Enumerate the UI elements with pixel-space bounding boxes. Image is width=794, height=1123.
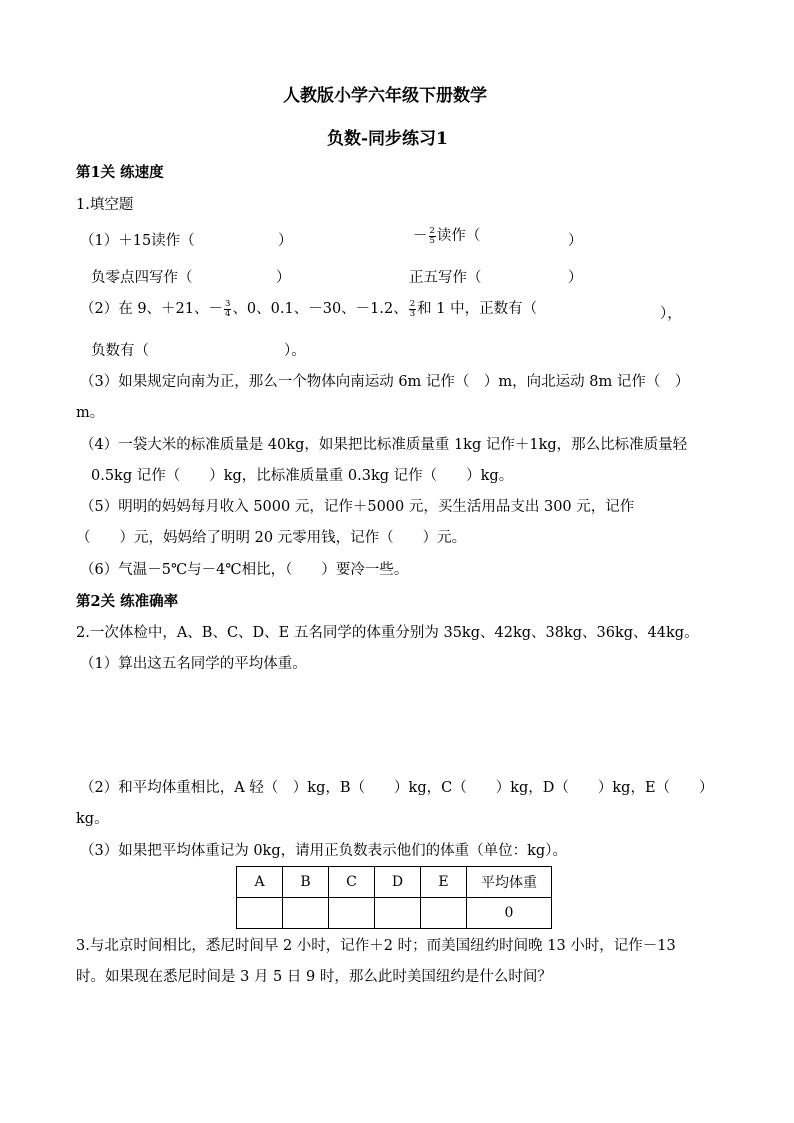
question-2-intro: 2.一次体检中，A、B、C、D、E 五名同学的体重分别为 35kg、42kg、38kg、36kg、44kg。 [76,625,699,641]
fraction-2-3: $\frac{2}{3}$ [409,299,416,319]
question-1-1-c-end: ） [276,270,291,286]
question-2-2-line-1: （2）和平均体重相比，A 轻（ ）kg，B（ ）kg，C（ ）kg，D（ ）kg，E（ ） [80,780,714,796]
question-1-1-a: （1）＋15读作（ [80,233,195,249]
question-1-1-d: 正五写作（ [409,270,482,286]
question-1-1-b: － $\frac{2}{5}$ 读作（ [413,226,481,246]
question-1-1-b-end: ） [568,233,583,249]
table-value-cell[interactable] [329,898,375,929]
table-value-cell[interactable] [421,898,467,929]
question-1-2-line-1-end: ）， [660,306,682,322]
table-header-cell: C [329,867,375,898]
question-1-2-line-2: 负数有（ [91,343,149,359]
question-3-line-1: 3.与北京时间相比，悉尼时间早 2 小时，记作＋2 时；而美国纽约时间晚 13 小时，记作－13 [76,938,676,954]
table-header-cell: E [421,867,467,898]
question-1-title: 1.填空题 [76,197,134,213]
table-value-cell: 0 [467,898,552,929]
weight-table [236,866,552,929]
weight-table-header-row [237,867,552,898]
page-subtitle: 负数-同步练习1 [327,129,448,149]
section-heading-2: 第2关 练准确率 [76,593,179,610]
weight-table-value-row [237,898,552,929]
question-1-5-line-1: （5）明明的妈妈每月收入 5000 元，记作＋5000 元，买生活用品支出 300 元，记作 [80,499,635,515]
question-1-2-line-1: （2）在 9、＋21、－ $\frac{3}{4}$ 、0、0.1、－30、－1.2、 $\frac{2}{3}$ 和 1 中，正数有（ [80,299,538,319]
question-3-line-2: 时。如果现在悉尼时间是 3 月 5 日 9 时，那么此时美国纽约是什么时间？ [76,969,552,985]
question-1-1-a-end: ） [278,233,293,249]
question-2-3: （3）如果把平均体重记为 0kg，请用正负数表示他们的体重（单位：kg）。 [80,843,567,859]
question-1-4-line-2: 0.5kg 记作（ ）kg，比标准质量重 0.3kg 记作（ ）kg。 [91,468,514,484]
question-1-6: （6）气温－5℃与－4℃相比，（ ）要冷一些。 [80,562,409,578]
section-heading-1: 第1关 练速度 [76,164,164,181]
table-header-cell: 平均体重 [467,867,552,898]
table-header-cell: B [283,867,329,898]
question-1-5-line-2: （ ）元，妈妈给了明明 20 元零用钱，记作（ ）元。 [76,530,467,546]
table-value-cell[interactable] [237,898,283,929]
table-header-cell: A [237,867,283,898]
fraction-2-5: $\frac{2}{5}$ [429,226,435,246]
page-title: 人教版小学六年级下册数学 [283,86,487,106]
question-1-3-line-1: （3）如果规定向南为正，那么一个物体向南运动 6m 记作（ ）m，向北运动 8m 记作（ ） [80,374,690,390]
question-2-1: （1）算出这五名同学的平均体重。 [80,656,307,672]
question-2-2-line-2: kg。 [76,811,109,827]
question-1-4-line-1: （4）一袋大米的标准质量是 40kg，如果把比标准质量重 1kg 记作＋1kg，那么比标准质量轻 [80,437,688,453]
question-1-3-line-2: m。 [76,405,105,421]
table-header-cell: D [375,867,421,898]
table-value-cell[interactable] [283,898,329,929]
table-value-cell[interactable] [375,898,421,929]
fraction-3-4: $\frac{3}{4}$ [225,299,231,319]
question-1-2-line-2-end: ）。 [284,343,306,359]
question-1-1-d-end: ） [568,270,583,286]
question-1-1-c: 负零点四写作（ [91,270,193,286]
